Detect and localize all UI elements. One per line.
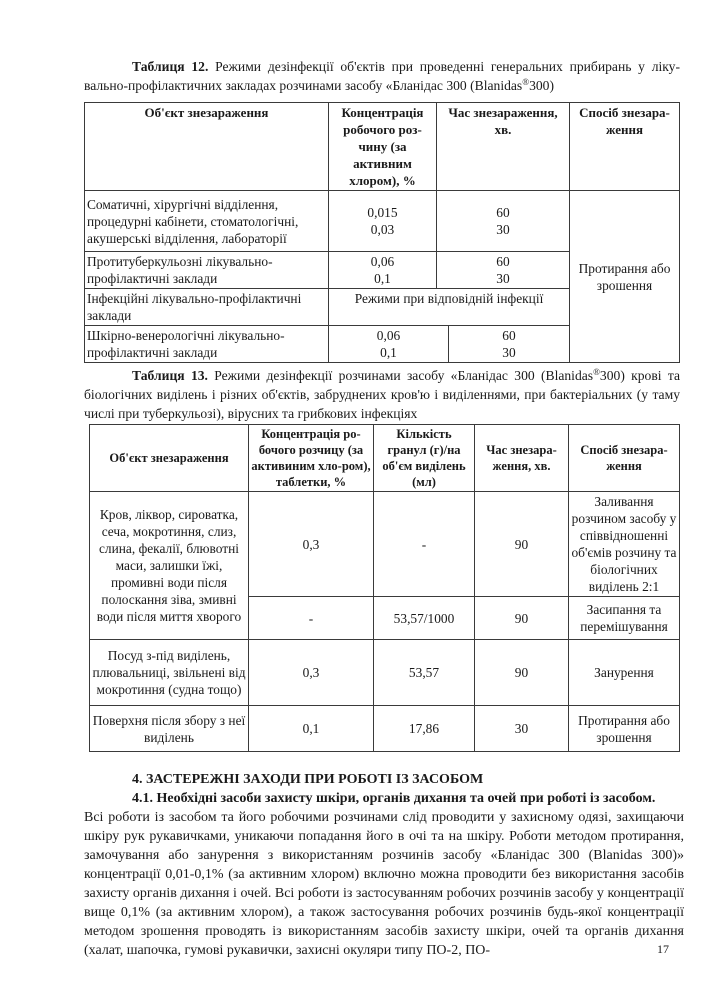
table-row: - 53,57/1000 90 Засипання та перемішування <box>90 597 680 640</box>
table-row: Кров, ліквор, сироватка, сеча, мокротиння, слиз, слина, фекалії, блювотні маси, залишки їжі, промивні води після полоскання зіва, змивні води після миття хворого 0,3 - 90 Заливання розчином засобу у співвідношенні об'ємів розчину та біологічних виділень 2:1 <box>90 492 680 597</box>
t12-header-method: Спосіб знезара-ження <box>570 103 680 191</box>
t12-header-time: Час знезараження, хв. <box>437 103 570 191</box>
table-12 <box>84 102 680 363</box>
table-row: Інфекційні лікувально-профілактичні заклади Режими при відповідній інфекції <box>85 289 680 326</box>
t12-header-object: Об'єкт знезараження <box>85 103 329 191</box>
table13-caption: Таблиця 13. Режими дезінфекції розчинами засобу «Бланідас 300 (Blanidas®300) крові та біологічних виділень і різних об'єктів, забруднених кров'ю і виділеннями, при бактеріальних (у таму числі при туберкульозі), вірусних та грибкових інфекціях <box>84 367 680 421</box>
table12-caption-text: Режими дезінфекції об'єктів при проведенні генеральних прибирань у ліку-вально-профілактичних закладах розчинами засобу «Бланідас 300 (Blanidas <box>84 59 681 93</box>
page-number: 17 <box>657 942 669 956</box>
table-row: Соматичні, хірургічні відділення, процедурні кабінети, стоматологічні, акушерські відділення, лабораторії 0,015 0,03 60 30 Протирання або зрошення <box>85 191 680 252</box>
table12-label: Таблиця 12. <box>132 59 209 74</box>
t12-method-cell: Протирання або зрошення <box>570 191 680 363</box>
section-subheading: 4.1. Необхідні засоби захисту шкіри, органів дихання та очей при роботі із засобом. <box>132 791 656 806</box>
table-row: Поверхня після збору з неї виділень 0,1 17,86 30 Протирання або зрошення <box>90 706 680 752</box>
t12-header-conc: Концентрація робочого роз-чину (за активним хлором), % <box>329 103 437 191</box>
section-body: Всі роботи із засобом та його робочими розчинами слід проводити у захисному одязі, захищаючи шкіру рук рукавичками, уникаючи попадання його в очі та на шкіру. Роботи методом протирання, замочування або занурення з використанням розчинів засобу «Бланідас 300 (Blanidas 300)» концентрації 0,01-0,1% (за активним хлором) включно можна проводити без використання засобів захисту органів дихання і очей. Всі роботи із застосуванням робочих розчинів засобу у концентрації вище 0,1% (за активним хлором), а також застосування робочих розчинів будь-якої концентрації методом зрошення проводять із використанням засобів захисту шкіри, очей та органів дихання (халат, шапочка, гумові рукавички, захисні окуляри типу ПО-2, ПО- <box>84 810 684 958</box>
table-row: Протитуберкульозні лікувально-профілактичні заклади 0,06 0,1 60 30 <box>85 252 680 289</box>
table-13: Об'єкт знезараження Концентрація ро-бочого розчицу (за активиним хло-ром), таблетки, % Кількість гранул (г)/на об'єм виділень (мл) Час знезара-ження, хв. Спосіб знезара-ження Кров, ліквор, сироватка, сеча, мокротиння, слиз, слина, фекалії, блювотні маси, залишки їжі, промивні води після полоскання зіва, змивні води після миття хворого 0,3 - 90 Заливання розчином засобу у співвідношенні об'ємів розчину та біологічних виділень 2:1 - 53,57/1000 90 Засипання та перемішування Посуд з-під виділень, плювальниці, звільнені від мокротиння (судна тощо) 0,3 53,57 90 Занурення Поверхня після збору з неї виділень 0,1 17,86 30 Протирання або зрошення <box>89 424 680 752</box>
table-row: Шкірно-венерологічні лікувально-профілактичні заклади 0,06 0,1 60 30 <box>85 326 680 363</box>
table13-label: Таблиця 13. <box>132 368 208 383</box>
table-row: Посуд з-під виділень, плювальниці, звільнені від мокротиння (судна тощо) 0,3 53,57 90 Занурення <box>90 640 680 706</box>
section-4 <box>84 770 684 960</box>
table12-caption: Таблиця 12. Режими дезінфекції об'єктів при проведенні генеральних прибирань у ліку-вально-профілактичних закладах розчинами засобу «Бланідас 300 (Blanidas®300) <box>84 59 681 93</box>
section-heading: 4. ЗАСТЕРЕЖНІ ЗАХОДИ ПРИ РОБОТІ ІЗ ЗАСОБОМ <box>132 772 484 787</box>
